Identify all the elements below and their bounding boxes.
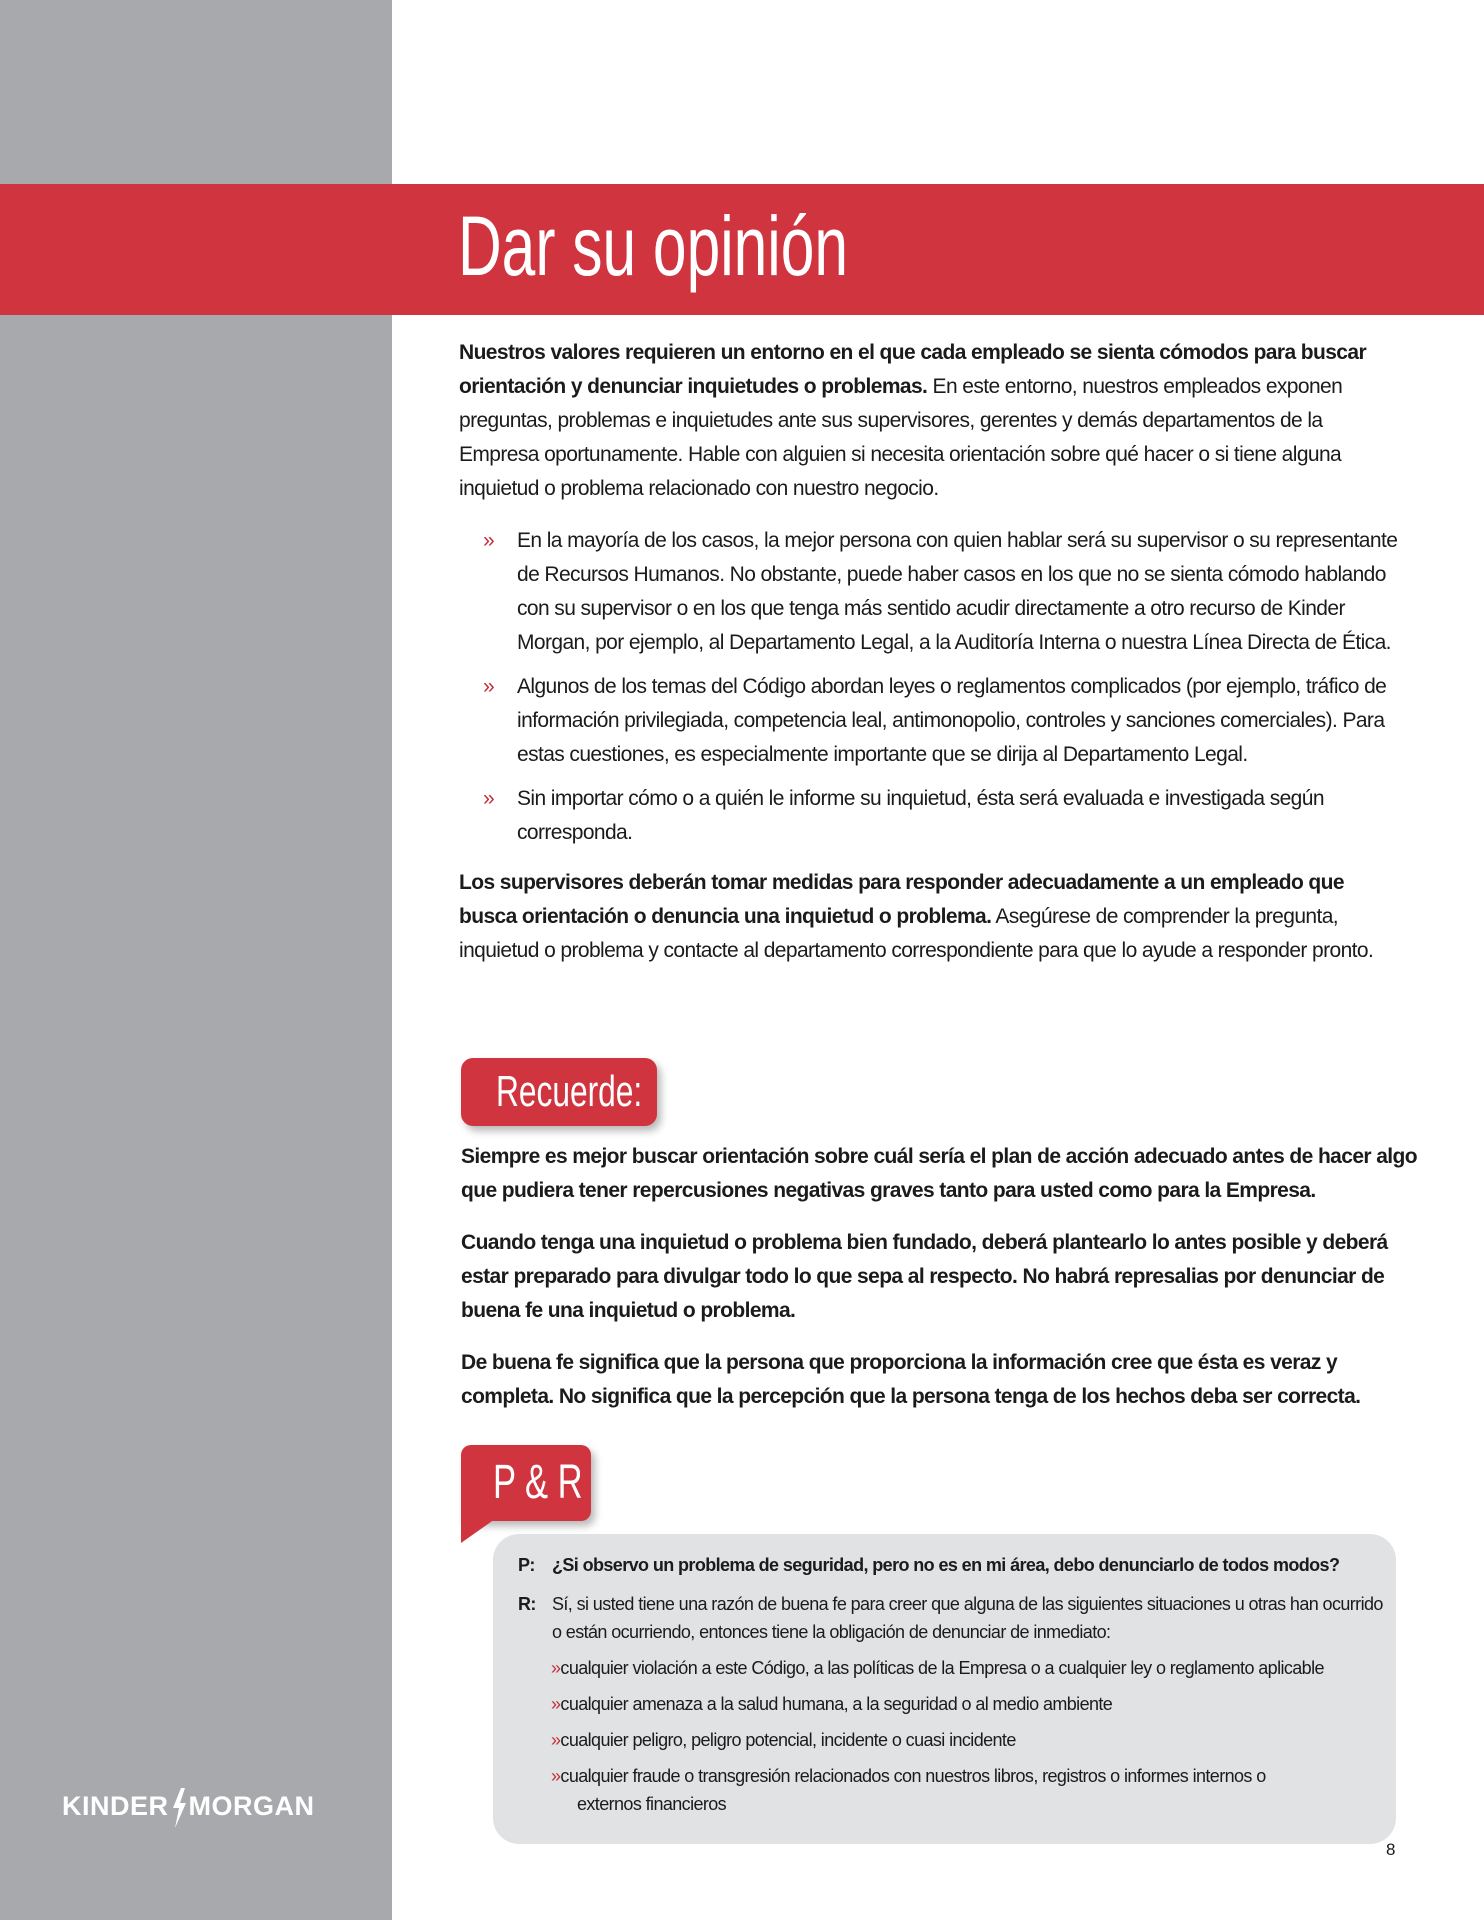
list-item: [551, 1654, 1381, 1682]
remember-section: [461, 1140, 1421, 1432]
guidance-list: [459, 524, 1399, 850]
supervisors-bold: Los supervisores deberán tomar medidas para responder adecuadamente a un empleado que busca orientación o denuncia una inquietud o problema.: [459, 871, 1344, 928]
remember-paragraph: De buena fe significa que la persona que proporciona la información cree que ésta es veraz y completa. No significa que la percepción que la persona tenga de los hechos deba ser correcta.: [461, 1351, 1361, 1408]
list-item-text: Algunos de los temas del Código abordan leyes o reglamentos complicados (por ejemplo, tráfico de información privilegiada, competencia leal, antimonopolio, controles y sanciones comerciales). Para estas cuestiones, es especialmente importante que se dirija al Departamento Legal.: [517, 675, 1387, 766]
list-item: [459, 524, 1399, 660]
list-item: [551, 1762, 1381, 1818]
list-item-text: cualquier amenaza a la salud humana, a la seguridad o al medio ambiente: [560, 1694, 1113, 1714]
page-number: 8: [1386, 1840, 1396, 1859]
bullet-marker: »: [483, 675, 495, 698]
bullet-marker: »: [551, 1658, 561, 1678]
list-item-continuation: externos financieros: [577, 1794, 727, 1814]
qa-answer-list: [551, 1654, 1381, 1826]
bullet-marker: »: [483, 787, 495, 810]
remember-tab: [461, 1058, 657, 1126]
qa-tab: [461, 1445, 591, 1521]
bullet-marker: »: [551, 1694, 561, 1714]
main-content: [459, 336, 1399, 986]
list-item-text: En la mayoría de los casos, la mejor persona con quien hablar será su supervisor o su representante de Recursos Humanos. No obstante, puede haber casos en los que no se sienta cómodo hablando con su supervisor o en los que tenga más sentido acudir directamente a otro recurso de Kinder Morgan, por ejemplo, al Departamento Legal, a la Auditoría Interna o nuestra Línea Directa de Ética.: [517, 529, 1398, 654]
list-item: [459, 670, 1399, 772]
supervisors-paragraph: [459, 866, 1399, 968]
remember-paragraph: Siempre es mejor buscar orientación sobre cuál sería el plan de acción adecuado antes de hacer algo que pudiera tener repercusiones negativas graves tanto para usted como para la Empresa.: [461, 1145, 1417, 1202]
list-item: [551, 1690, 1381, 1718]
remember-paragraph: Cuando tenga una inquietud o problema bien fundado, deberá plantearlo lo antes posible y deberá estar preparado para divulgar todo lo que sepa al respecto. No habrá represalias por denunciar de buena fe una inquietud o problema.: [461, 1231, 1388, 1322]
supervisors-text: Asegúrese de comprender la pregunta, inquietud o problema y contacte al departamento correspondiente para que lo ayude a responder pronto.: [459, 905, 1374, 962]
bullet-marker: »: [483, 529, 495, 552]
question-text: ¿Si observo un problema de seguridad, pero no es en mi área, debo denunciarlo de todos modos?: [552, 1555, 1340, 1575]
page-title: Dar su opinión: [458, 199, 848, 293]
intro-paragraph: [459, 336, 1399, 506]
qa-tab-pointer: [461, 1519, 495, 1543]
answer-text: Sí, si usted tiene una razón de buena fe para creer que alguna de las siguientes situaciones u otras han ocurrido o están ocurriendo, entonces tiene la obligación de denunciar de inmediato:: [552, 1594, 1383, 1642]
bullet-marker: »: [551, 1766, 561, 1786]
logo-text-right: MORGAN: [188, 1791, 315, 1821]
bullet-marker: »: [551, 1730, 561, 1750]
logo-text-left: KINDER: [62, 1791, 169, 1821]
list-item: [551, 1726, 1381, 1754]
lightning-bolt-icon: [170, 1788, 188, 1828]
qa-tab-label: P & R: [493, 1456, 583, 1509]
list-item-text: cualquier fraude o transgresión relacionados con nuestros libros, registros o informes internos o: [560, 1766, 1266, 1786]
list-item-text: Sin importar cómo o a quién le informe su inquietud, ésta será evaluada e investigada según corresponda.: [517, 787, 1324, 844]
intro-text: En este entorno, nuestros empleados exponen preguntas, problemas e inquietudes ante sus supervisores, gerentes y demás departamentos de la Empresa oportunamente. Hable con alguien si necesita orientación sobre qué hacer o si tiene alguna inquietud o problema relacionado con nuestro negocio.: [459, 375, 1343, 500]
list-item-text: cualquier peligro, peligro potencial, incidente o cuasi incidente: [560, 1730, 1016, 1750]
kinder-morgan-logo: [62, 1786, 315, 1826]
answer-label: R:: [518, 1594, 536, 1614]
list-item-text: cualquier violación a este Código, a las políticas de la Empresa o a cualquier ley o reglamento aplicable: [560, 1658, 1324, 1678]
intro-bold: Nuestros valores requieren un entorno en el que cada empleado se sienta cómodos para buscar orientación y denunciar inquietudes o problemas.: [459, 341, 1367, 398]
list-item: [459, 782, 1399, 850]
question-label: P:: [518, 1555, 535, 1575]
remember-tab-label: Recuerde:: [496, 1067, 643, 1116]
